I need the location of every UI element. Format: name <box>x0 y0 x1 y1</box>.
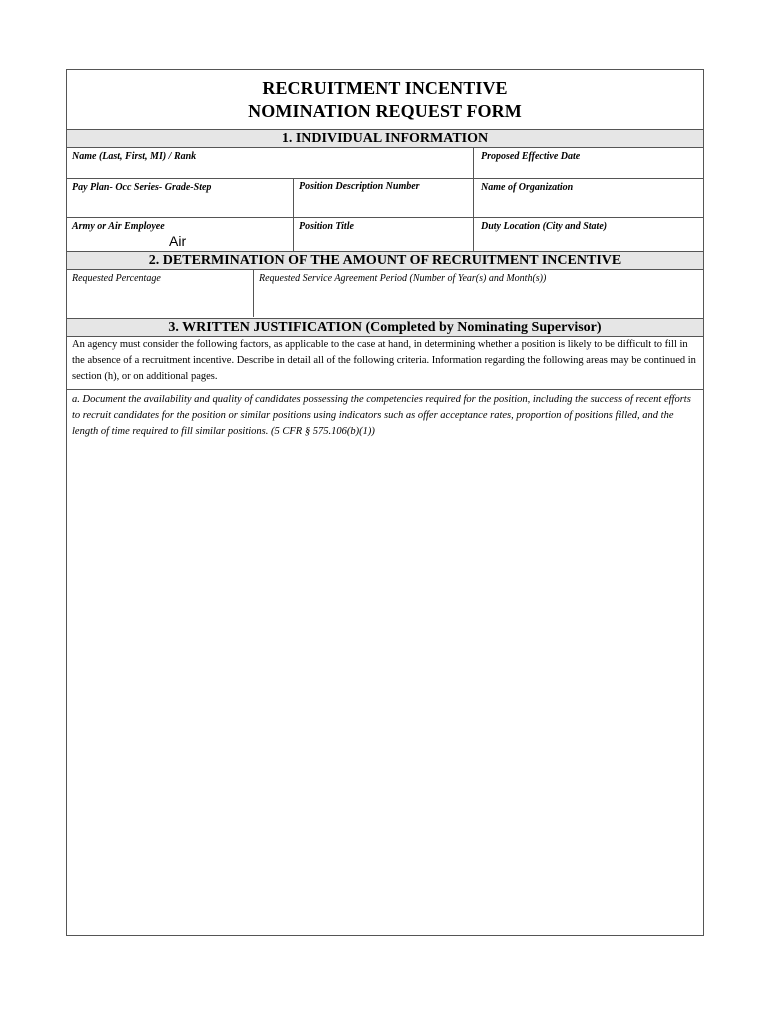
position-title-label: Position Title <box>299 221 354 232</box>
form-title-line1: RECRUITMENT INCENTIVE <box>262 78 508 98</box>
employee-type-label: Army or Air Employee <box>72 221 165 232</box>
agreement-period-field[interactable] <box>255 270 703 317</box>
organization-field[interactable] <box>475 178 703 217</box>
criterion-a-text: a. Document the availability and quality of candidates possessing the competencies required for the position, including the success of recent efforts to recruit candidates for the position or similar positions using indicators such as offer acceptance rates, proportion of positions filled, and the length of time required to fill similar positions. (5 CFR § 575.106(b)(1)) <box>72 394 691 437</box>
divider <box>67 389 703 390</box>
effective-date-field[interactable] <box>475 148 703 178</box>
criterion-a-response-area[interactable] <box>69 442 701 932</box>
divider <box>473 217 474 251</box>
percentage-field[interactable] <box>69 270 252 317</box>
section1-heading: 1. INDIVIDUAL INFORMATION <box>67 129 703 148</box>
divider <box>293 217 294 251</box>
employee-type-field[interactable]: Air <box>169 233 187 249</box>
justification-intro: An agency must consider the following factors, as applicable to the case at hand, in determining whether a position is likely to be difficult to fill in the absence of a recruitment incentive. Describe in detail all of the following criteria. Information regarding the following areas may be continued in section (h), or on additional pages. <box>72 339 696 382</box>
agreement-period-label: Requested Service Agreement Period (Number of Year(s) and Month(s)) <box>259 273 547 284</box>
position-description-label: Position Description Number <box>299 181 420 192</box>
divider <box>253 270 254 317</box>
name-field[interactable] <box>69 148 472 178</box>
divider <box>473 178 474 217</box>
percentage-label: Requested Percentage <box>72 273 161 284</box>
duty-location-label: Duty Location (City and State) <box>481 221 608 232</box>
pay-plan-label: Pay Plan- Occ Series- Grade-Step <box>72 182 212 193</box>
recruitment-incentive-form <box>66 69 704 936</box>
duty-location-field[interactable] <box>475 217 703 251</box>
pay-plan-field[interactable] <box>69 178 292 217</box>
position-description-field[interactable] <box>295 178 472 217</box>
divider <box>293 178 294 217</box>
organization-label: Name of Organization <box>481 182 574 193</box>
name-label: Name (Last, First, MI) / Rank <box>72 151 197 162</box>
section3-heading: 3. WRITTEN JUSTIFICATION (Completed by Nominating Supervisor) <box>67 318 703 337</box>
effective-date-label: Proposed Effective Date <box>481 151 581 162</box>
form-title-line2: NOMINATION REQUEST FORM <box>248 101 522 121</box>
divider <box>473 148 474 178</box>
section2-heading: 2. DETERMINATION OF THE AMOUNT OF RECRUITMENT INCENTIVE <box>67 251 703 270</box>
position-title-field[interactable] <box>295 217 472 251</box>
